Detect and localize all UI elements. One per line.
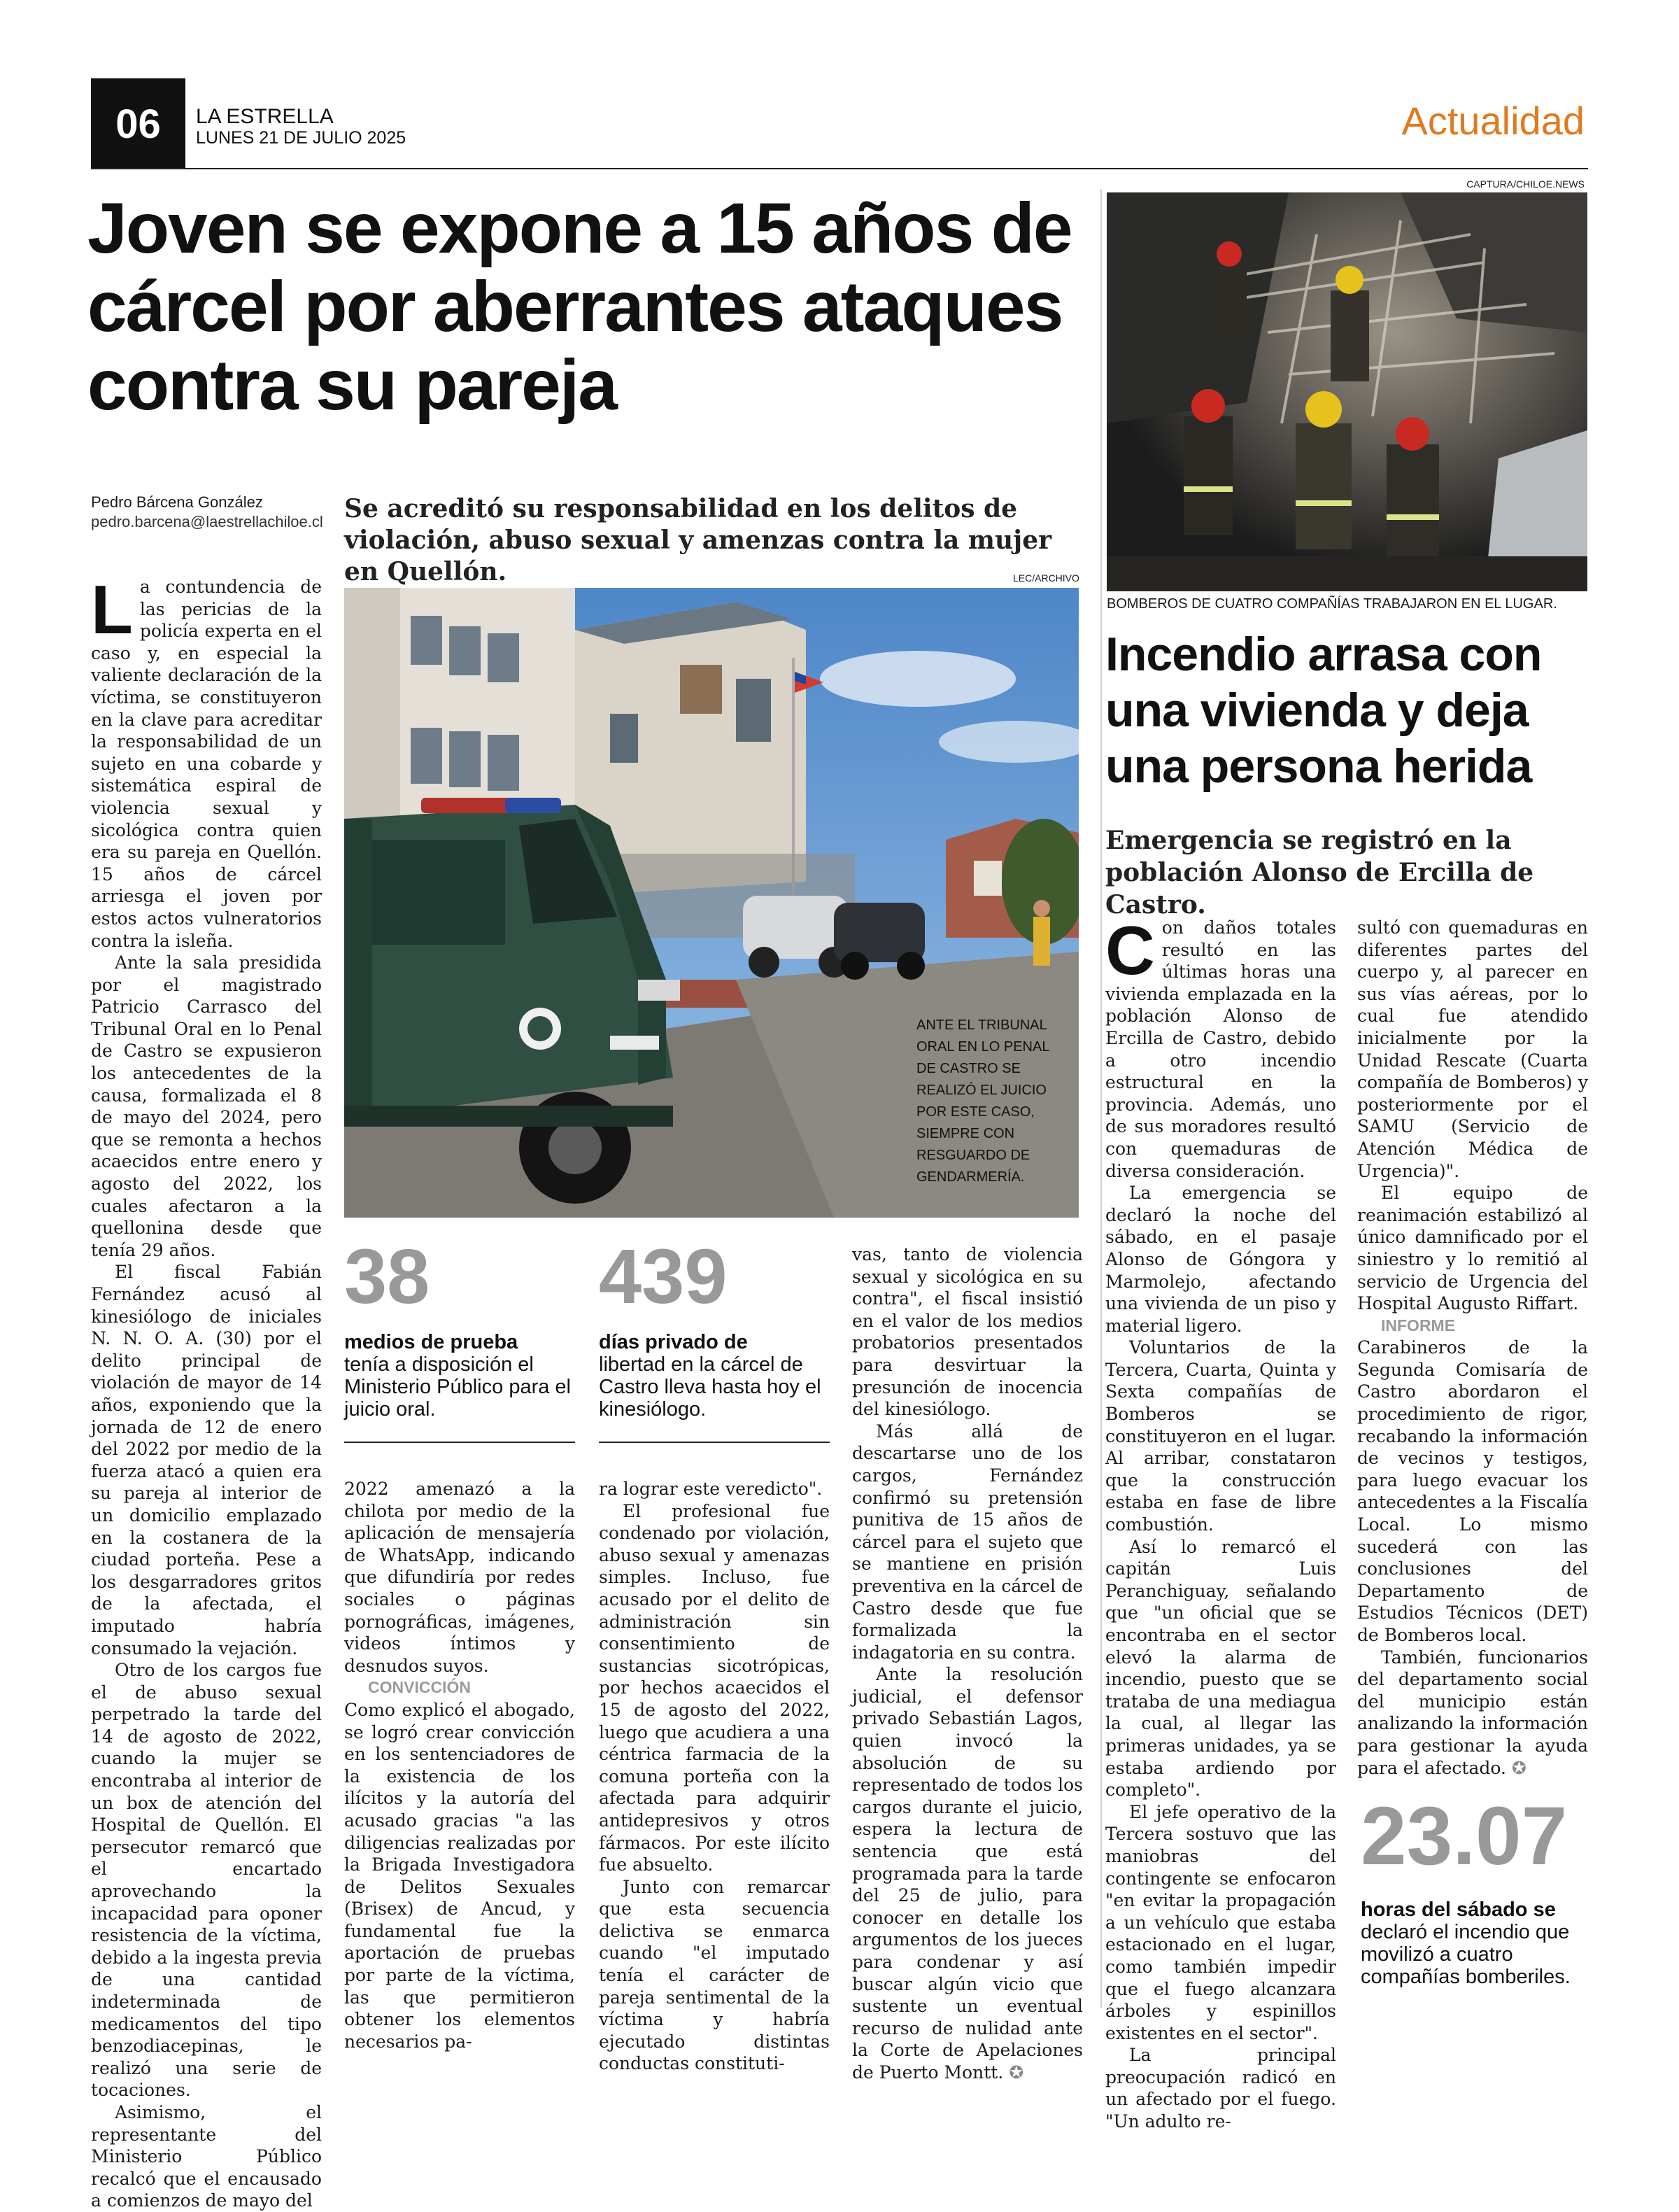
stat-bold-label: horas del sábado se bbox=[1361, 1898, 1556, 1921]
main-paragraph: El fiscal Fabián Fernández acusó al kinesiólogo de iniciales N. N. O. A. (30) por el delito principal de violación de mayor de 14 años, exponiendo que la jornada de 12 de enero del 2022 por medio de la fuerza atacó a quien era su pareja al interior de un domicilio emplazado en la costanera de la ciudad porteña. Pese a los desgarradores gritos de la afectada, el imputado habría consumado la vejación. bbox=[91, 1262, 322, 1658]
main-paragraph: 2022 amenazó a la chilota por medio de la aplicación de mensajería de WhatsApp, indicando que difundiría por redes sociales o páginas pornográficas, imágenes, videos íntimos y desnudos suyos. bbox=[344, 1479, 575, 1676]
publication-name: LA ESTRELLA bbox=[196, 105, 334, 128]
end-mark-icon: ✪ bbox=[1009, 2062, 1024, 2083]
stat-bold-label: medios de prueba bbox=[344, 1331, 518, 1353]
main-paragraph: a contundencia de las pericias de la policía experta en el caso y, en especial la valiente declaración de la víctima, se constituyeron en la clave para acreditar la responsabilidad de un sujeto en una cobarde y sistemática espiral de violencia sexual y sicológica contra quien era su pareja en Quellón. 15 años de cárcel arriesga el joven por estos actos vulneratorios contra la isleña. bbox=[91, 577, 322, 951]
fire-paragraph: La emergencia se declaró la noche del sábado, en el pasaje Alonso de Góngora y Marmolejo, afectando una vivienda de un piso y material ligero. bbox=[1105, 1183, 1336, 1336]
stat-description: declaró el incendio que movilizó a cuatro compañías bomberiles. bbox=[1361, 1921, 1571, 1988]
fire-paragraph: La principal preocupación radicó en un afectado por el fuego. "Un adulto re- bbox=[1105, 2045, 1336, 2132]
stat-bold-label: días privado de bbox=[599, 1331, 748, 1353]
main-dropcap: L bbox=[91, 571, 133, 648]
stat-box-evidence bbox=[344, 1234, 575, 1443]
fire-paragraph: Carabineros de la Segunda Comisaría de Castro abordaron el procedimiento de rigor, recabando la información de vecinos y testigos, para luego evacuar los antecedentes a la Fiscalía Local. Lo mismo sucederá con las conclusiones del Departamento de Estudios Técnicos (DET) de Bomberos local. bbox=[1357, 1337, 1588, 1645]
fire-dropcap: C bbox=[1105, 912, 1155, 989]
stat-box-days bbox=[599, 1234, 830, 1443]
fire-column-1 bbox=[1105, 912, 1336, 2133]
stat-description: tenía a disposición el Ministerio Público para el juicio oral. bbox=[344, 1353, 571, 1421]
fire-photo-caption: BOMBEROS DE CUATRO COMPAÑÍAS TRABAJARON EN EL LUGAR. bbox=[1107, 596, 1557, 612]
author-email[interactable]: pedro.barcena@laestrellachiloe.cl bbox=[91, 513, 323, 530]
page-number: 06 bbox=[91, 78, 185, 169]
main-paragraph: Ante la sala presidida por el magistrado Patricio Carrasco del Tribunal Oral en lo Penal de Castro se expusieron los antecedentes de la causa, formalizada el 8 de mayo del 2024, pero que se remonta a hechos acaecidos entre enero y agosto del 2022, los cuales afectaron a la quellonina desde que tenía 29 años. bbox=[91, 952, 322, 1260]
stat-number: 439 bbox=[599, 1234, 728, 1320]
main-column-3 bbox=[599, 1478, 830, 2075]
fire-photo-firefighters bbox=[1107, 192, 1587, 591]
main-photo-caption: ANTE EL TRIBUNAL ORAL EN LO PENAL DE CASTRO SE REALIZÓ EL JUICIO POR ESTE CASO, SIEMPRE CON RESGUARDO DE GENDARMERÍA. bbox=[916, 1017, 1049, 1185]
fire-photo-credit: CAPTURA/CHILOE.NEWS bbox=[1466, 178, 1585, 190]
author-name: Pedro Bárcena González bbox=[91, 493, 263, 511]
fire-paragraph: Voluntarios de la Tercera, Cuarta, Quinta y Sexta compañías de Bomberos se constituyeron en el lugar. Al arribar, constataron que la construcción estaba en fase de libre combustión. bbox=[1105, 1337, 1336, 1535]
stat-number: 23.07 bbox=[1361, 1790, 1568, 1882]
main-paragraph: Asimismo, el representante del Ministerio Público recalcó que el encausado a comienzos de mayo del bbox=[91, 2101, 322, 2211]
fire-paragraph: sultó con quemaduras en diferentes partes del cuerpo y, al parecer en sus vías aéreas, por lo cual fue atendido inicialmente por la Unidad Rescate (Cuarta compañía de Bomberos) y posteriormente por el SAMU (Servicio de Atención Médica de Urgencia)". bbox=[1357, 917, 1588, 1181]
stat-divider bbox=[344, 1442, 575, 1443]
main-column-1 bbox=[91, 571, 322, 2212]
main-photo-credit: LEC/ARCHIVO bbox=[1013, 572, 1079, 584]
main-paragraph: Otro de los cargos fue el de abuso sexual perpetrado la tarde del 14 de agosto de 2022, cuando la mujer se encontraba al interior de un box de atención del Hospital de Quellón. El persecutor remarcó que el encartado aprovechando la incapacidad para oponer resistencia de la víctima, debido a la ingesta previa de una cantidad indeterminada de medicamentos del tipo benzodiacepinas, le realizó una serie de tocaciones. bbox=[91, 1660, 322, 2101]
fire-paragraph: on daños totales resultó en las últimas horas una vivienda emplazada en la población Alonso de Ercilla de Castro, debido a otro incendio estructural en la provincia. Además, uno de sus moradores resultó con quemaduras de diversa consideración. bbox=[1105, 917, 1336, 1181]
stat-number: 38 bbox=[344, 1234, 430, 1320]
end-mark-icon: ✪ bbox=[1511, 1757, 1526, 1778]
fire-paragraph: El equipo de reanimación estabilizó al único damnificado por el siniestro y lo remitió al servicio de Urgencia del Hospital Augusto Riffart. bbox=[1357, 1183, 1588, 1314]
fire-paragraph: El jefe operativo de la Tercera sostuvo que las maniobras del contingente se enfocaron "en evitar la propagación a un vehículo que estaba estacionado en el lugar, como también impedir que el fuego alcanzara árboles y espinillos existentes en el sector". bbox=[1105, 1801, 1336, 2043]
main-paragraph: Junto con remarcar que esta secuencia delictiva se enmarca cuando "el imputado tenía el carácter de pareja sentimental de la víctima y habría ejecutado distintas conductas constituti- bbox=[599, 1876, 830, 2074]
main-paragraph: vas, tanto de violencia sexual y sicológica en su contra", el fiscal insistió en el valor de los medios probatorios presentados para desvirtuar la presunción de inocencia del kinesiólogo. bbox=[852, 1244, 1083, 1420]
fire-headline: Incendio arrasa con una vivienda y deja una persona herida bbox=[1105, 628, 1542, 793]
stat-description: libertad en la cárcel de Castro lleva hasta hoy el kinesiólogo. bbox=[599, 1353, 821, 1421]
main-paragraph: Como explicó el abogado, se logró crear convicción en los sentenciadores de la existencia de los ilícitos y la autoría del acusado gracias "a las diligencias realizadas por la Brigada Investigadora de Delitos Sexuales (Brisex) de Ancud, y fundamental fue la aportación de pruebas por parte de la víctima, las que permitieron obtener los elementos necesarios pa- bbox=[344, 1699, 575, 2052]
fire-column-2 bbox=[1357, 917, 1588, 1779]
stat-box-fire-time bbox=[1361, 1790, 1592, 1988]
fire-paragraph: Así lo remarcó el capitán Luis Peranchiguay, señalando que "un oficial que se encontraba en el sector elevó la alarma de incendio, puesto que se trataba de una mediagua la cual, al llegar las primeras unidades, ya se estaba ardiendo por completo". bbox=[1105, 1536, 1336, 1801]
column-divider bbox=[1100, 189, 1102, 2008]
main-column-2 bbox=[344, 1478, 575, 2052]
main-headline: Joven se expone a 15 años de cárcel por aberrantes ataques contra su pareja bbox=[87, 188, 1072, 425]
main-column-4 bbox=[852, 1244, 1083, 2084]
section-label: Actualidad bbox=[1401, 99, 1585, 143]
main-paragraph: Ante la resolución judicial, el defensor privado Sebastián Lagos, quien invocó la absolución de su representado de todos los cargos durante el juicio, espera la lectura de sentencia que está programada para la tarde del 25 de julio, para conocer en detalle los argumentos de los jueces para condenar y así buscar algún vicio que sustente un eventual recurso de nulidad ante la Corte de Apelaciones de Puerto Montt. ✪ bbox=[852, 1664, 1083, 2083]
subsection-heading: CONVICCIÓN bbox=[368, 1678, 471, 1697]
publication-date: LUNES 21 DE JULIO 2025 bbox=[196, 128, 406, 148]
main-paragraph: ra lograr este veredicto". bbox=[599, 1479, 823, 1499]
main-paragraph: El profesional fue condenado por violación, abuso sexual y amenazas simples. Incluso, fue acusado por el delito de administración sin consentimiento de sustancias sicotrópicas, por hechos acaecidos el 15 de agosto del 2022, luego que acudiera a una céntrica farmacia de la comuna porteña con la afectada para adquirir antidepresivos y otros fármacos. Por este ilícito fue absuelto. bbox=[599, 1500, 830, 1875]
stat-divider bbox=[599, 1442, 830, 1443]
main-paragraph: Más allá de descartarse uno de los cargos, Fernández confirmó su pretensión punitiva de 15 años de cárcel para el sujeto que se mantiene en prisión preventiva en la cárcel de Castro desde que fue formalizada la indagatoria en su contra. bbox=[852, 1421, 1083, 1663]
fire-subhead: Emergencia se registró en la población Alonso de Ercilla de Castro. bbox=[1105, 826, 1534, 920]
subsection-heading: INFORME bbox=[1381, 1316, 1456, 1334]
fire-paragraph: También, funcionarios del departamento social del municipio están analizando la información para gestionar la ayuda para el afectado. ✪ bbox=[1357, 1647, 1588, 1778]
header-divider bbox=[91, 168, 1588, 169]
main-subhead: Se acreditó su responsabilidad en los delitos de violación, abuso sexual y amenzas contra la mujer en Quellón. bbox=[344, 494, 1052, 586]
